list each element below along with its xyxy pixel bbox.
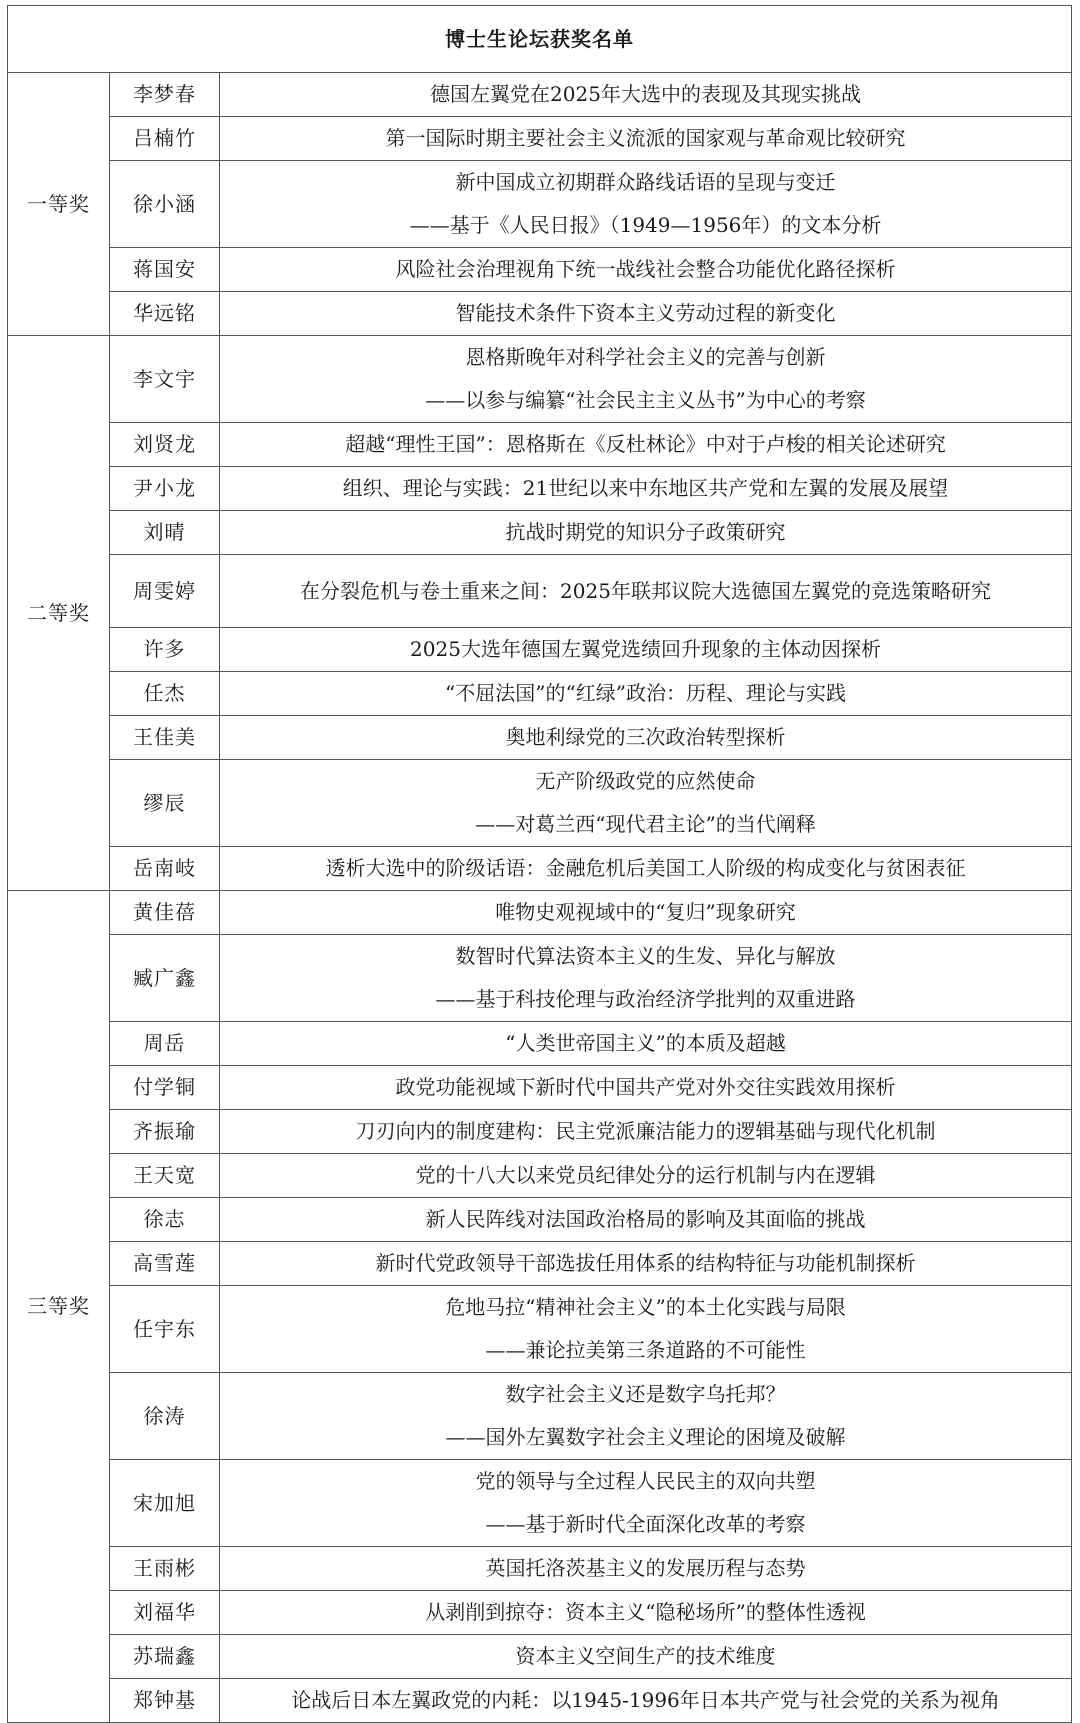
paper-subtitle-line: ——兼论拉美第三条道路的不可能性 — [485, 1338, 806, 1362]
winner-name: 徐志 — [110, 1198, 220, 1242]
paper-title-line: 在分裂危机与卷土重来之间：2025年联邦议院大选德国左翼党的竞选策略研究 — [300, 578, 991, 603]
winner-name: 李文宇 — [110, 336, 220, 423]
paper-title — [220, 467, 1072, 511]
paper-title — [220, 1286, 1072, 1373]
paper-title — [220, 1110, 1072, 1154]
paper-title — [220, 73, 1072, 117]
first-prize-label: 一等奖 — [8, 73, 110, 336]
winner-name: 刘福华 — [110, 1591, 220, 1635]
paper-title-line: 危地马拉“精神社会主义”的本土化实践与局限 — [445, 1295, 846, 1319]
paper-title-line: 刀刃向内的制度建构：民主党派廉洁能力的逻辑基础与现代化机制 — [355, 1119, 936, 1143]
paper-title-line: 党的十八大以来党员纪律处分的运行机制与内在逻辑 — [415, 1163, 876, 1187]
paper-title-line: “人类世帝国主义”的本质及超越 — [505, 1031, 786, 1055]
page-title: 博士生论坛获奖名单 — [8, 6, 1072, 73]
winner-name: 王佳美 — [110, 716, 220, 760]
paper-title-line: 组织、理论与实践：21世纪以来中东地区共产党和左翼的发展及展望 — [342, 476, 949, 500]
paper-subtitle-line: ——基于科技伦理与政治经济学批判的双重进路 — [435, 987, 856, 1011]
paper-title-line: 新中国成立初期群众路线话语的呈现与变迁 — [455, 170, 836, 194]
winner-name: 吕楠竹 — [110, 117, 220, 161]
paper-title-line: 超越“理性王国”：恩格斯在《反杜林论》中对于卢梭的相关论述研究 — [345, 432, 946, 456]
paper-subtitle-line: ——对葛兰西“现代君主论”的当代阐释 — [475, 812, 816, 836]
paper-title — [220, 1679, 1072, 1723]
paper-title — [220, 1591, 1072, 1635]
paper-title-line: 第一国际时期主要社会主义流派的国家观与革命观比较研究 — [385, 126, 906, 150]
winner-name: 王天宽 — [110, 1154, 220, 1198]
paper-title — [220, 847, 1072, 891]
winner-name: 许多 — [110, 628, 220, 672]
paper-title — [220, 891, 1072, 935]
paper-title — [220, 336, 1072, 423]
paper-title — [220, 248, 1072, 292]
paper-title-line: 论战后日本左翼政党的内耗：以1945-1996年日本共产党与社会党的关系为视角 — [291, 1688, 1000, 1712]
paper-title-line: 智能技术条件下资本主义劳动过程的新变化 — [455, 301, 836, 325]
paper-subtitle-line: ——以参与编纂“社会民主主义丛书”为中心的考察 — [425, 388, 866, 412]
paper-subtitle-line: ——基于新时代全面深化改革的考察 — [485, 1512, 806, 1536]
winner-name: 徐小涵 — [110, 161, 220, 248]
paper-title — [220, 1198, 1072, 1242]
paper-title — [220, 117, 1072, 161]
winner-name: 徐涛 — [110, 1373, 220, 1460]
paper-title — [220, 628, 1072, 672]
paper-title — [220, 423, 1072, 467]
winner-name: 周岳 — [110, 1022, 220, 1066]
paper-title-line: 无产阶级政党的应然使命 — [535, 769, 756, 793]
winner-name: 臧广鑫 — [110, 935, 220, 1022]
winner-name: 周雯婷 — [110, 555, 220, 628]
winner-name: 缪辰 — [110, 760, 220, 847]
award-list-table — [7, 5, 1072, 1723]
winner-name: 黄佳蓓 — [110, 891, 220, 935]
winner-name: 王雨彬 — [110, 1547, 220, 1591]
winner-name: 高雪莲 — [110, 1242, 220, 1286]
paper-title — [220, 1635, 1072, 1679]
paper-title-line: 新时代党政领导干部选拔任用体系的结构特征与功能机制探析 — [375, 1251, 916, 1275]
paper-title — [220, 1242, 1072, 1286]
winner-name: 苏瑞鑫 — [110, 1635, 220, 1679]
paper-title-line: 风险社会治理视角下统一战线社会整合功能优化路径探析 — [395, 257, 896, 281]
paper-title — [220, 555, 1072, 628]
paper-title — [220, 161, 1072, 248]
paper-title — [220, 1373, 1072, 1460]
paper-title-line: 奥地利绿党的三次政治转型探析 — [505, 725, 786, 749]
second-prize-label: 二等奖 — [8, 336, 110, 891]
paper-title — [220, 760, 1072, 847]
paper-title — [220, 1066, 1072, 1110]
winner-name: 蒋国安 — [110, 248, 220, 292]
paper-title-line: 透析大选中的阶级话语：金融危机后美国工人阶级的构成变化与贫困表征 — [325, 856, 966, 880]
paper-title-line: 政党功能视域下新时代中国共产党对外交往实践效用探析 — [395, 1075, 896, 1099]
paper-subtitle-line: ——国外左翼数字社会主义理论的困境及破解 — [445, 1425, 846, 1449]
winner-name: 刘晴 — [110, 511, 220, 555]
winner-name: 岳南岐 — [110, 847, 220, 891]
paper-title-line: 抗战时期党的知识分子政策研究 — [505, 520, 786, 544]
paper-title-line: 数字社会主义还是数字乌托邦？ — [505, 1382, 786, 1406]
paper-title — [220, 1460, 1072, 1547]
winner-name: 宋加旭 — [110, 1460, 220, 1547]
paper-title — [220, 1547, 1072, 1591]
winner-name: 任宇东 — [110, 1286, 220, 1373]
winner-name: 付学铜 — [110, 1066, 220, 1110]
paper-title-line: “不屈法国”的“红绿”政治：历程、理论与实践 — [445, 681, 846, 705]
third-prize-label: 三等奖 — [8, 891, 110, 1723]
paper-title-line: 新人民阵线对法国政治格局的影响及其面临的挑战 — [425, 1207, 866, 1231]
paper-title-line: 数智时代算法资本主义的生发、异化与解放 — [455, 944, 836, 968]
paper-title-line: 英国托洛茨基主义的发展历程与态势 — [485, 1556, 806, 1580]
winner-name: 李梦春 — [110, 73, 220, 117]
winner-name: 任杰 — [110, 672, 220, 716]
paper-title-line: 恩格斯晚年对科学社会主义的完善与创新 — [465, 345, 826, 369]
paper-title-line: 党的领导与全过程人民民主的双向共塑 — [475, 1469, 816, 1493]
paper-title — [220, 716, 1072, 760]
winner-name: 尹小龙 — [110, 467, 220, 511]
paper-title — [220, 935, 1072, 1022]
paper-title-line: 资本主义空间生产的技术维度 — [515, 1644, 776, 1668]
winner-name: 齐振瑜 — [110, 1110, 220, 1154]
winner-name: 郑钟基 — [110, 1679, 220, 1723]
paper-title-line: 德国左翼党在2025年大选中的表现及其现实挑战 — [430, 82, 861, 106]
paper-title — [220, 292, 1072, 336]
winner-name: 华远铭 — [110, 292, 220, 336]
paper-title — [220, 1022, 1072, 1066]
paper-title — [220, 511, 1072, 555]
paper-title-line: 从剥削到掠夺：资本主义“隐秘场所”的整体性透视 — [425, 1600, 866, 1624]
paper-subtitle-line: ——基于《人民日报》（1949—1956年）的文本分析 — [409, 213, 882, 237]
paper-title — [220, 1154, 1072, 1198]
winner-name: 刘贤龙 — [110, 423, 220, 467]
paper-title-line: 2025大选年德国左翼党选绩回升现象的主体动因探析 — [410, 637, 881, 661]
paper-title-line: 唯物史观视域中的“复归”现象研究 — [495, 900, 796, 924]
paper-title — [220, 672, 1072, 716]
